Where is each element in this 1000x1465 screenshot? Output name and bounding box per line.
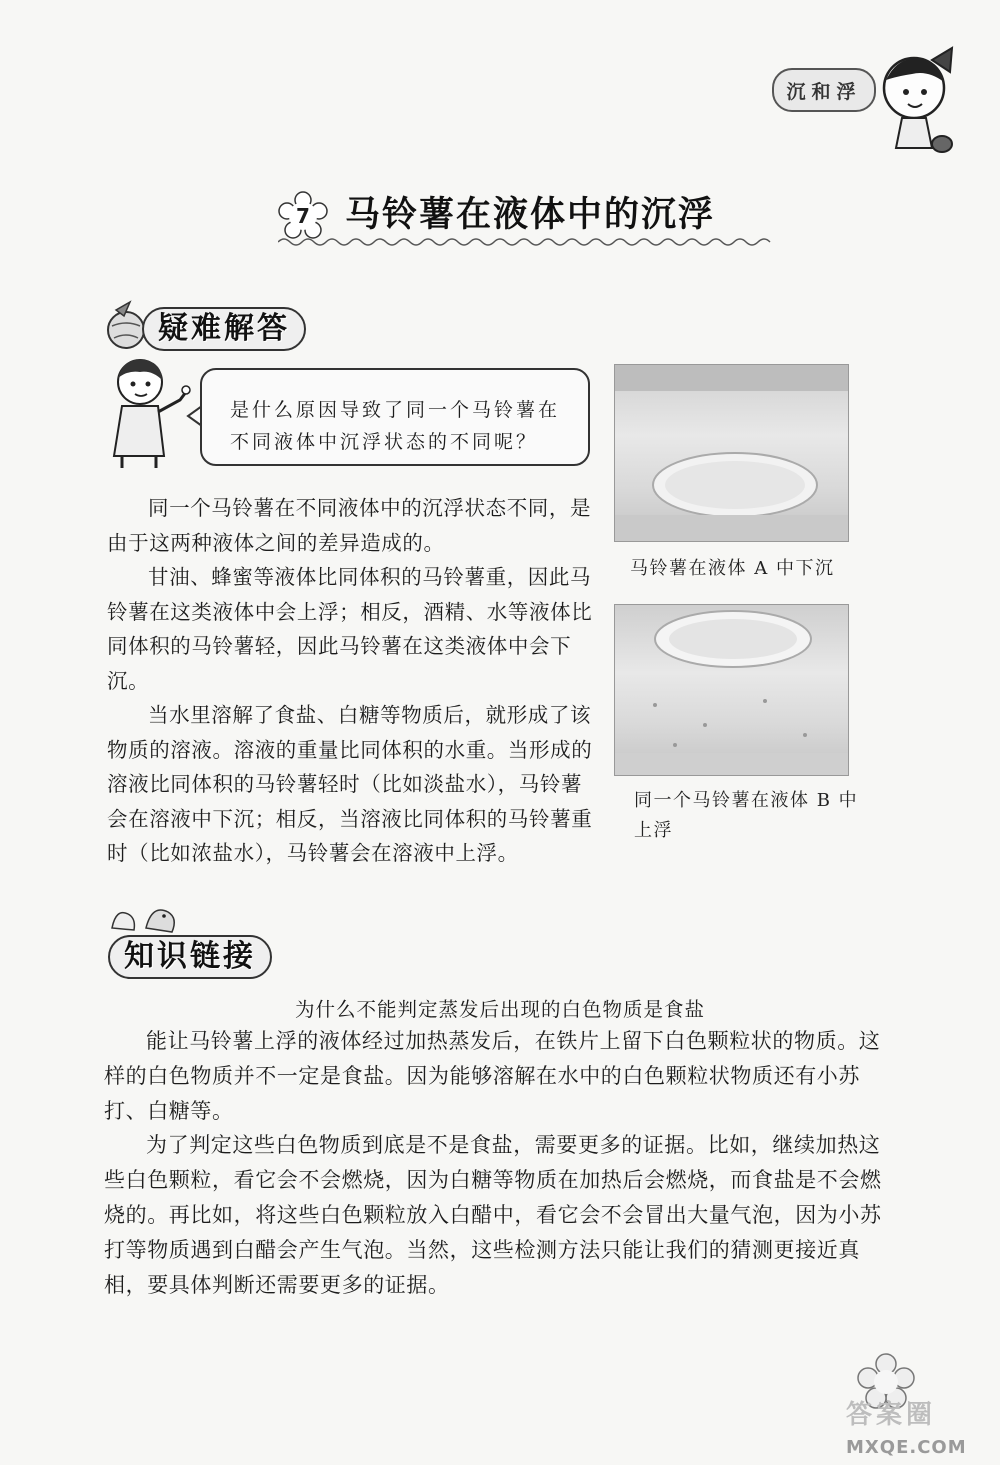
link-subtitle: 为什么不能判定蒸发后出现的白色物质是食盐: [294, 998, 705, 1021]
photo-potato-floating: [614, 604, 849, 776]
answer-paragraph-1: 同一个马铃薯在不同液体中的沉浮状态不同，是由于这两种液体之间的差异造成的。: [107, 496, 592, 555]
answer-text: [107, 491, 599, 871]
watermark-top: 答案圈: [846, 1400, 937, 1430]
section-heading-qa: [108, 306, 306, 352]
section-heading-link: [108, 934, 272, 980]
chapter-title: 马铃薯在液体中的沉浮: [345, 195, 716, 235]
chapter-badge: 沉和浮: [772, 68, 876, 112]
potato-floating-image: [615, 605, 848, 775]
link-paragraph-1: 能让马铃薯上浮的液体经过加热蒸发后，在铁片上留下白色颗粒状的物质。这样的白色物质并不一定是食盐。因为能够溶解在水中的白色颗粒状物质还有小苏打、白糖等。: [104, 1029, 881, 1123]
birds-icon: [106, 898, 186, 938]
potato-sinking-image: [615, 365, 848, 541]
question-bubble: [200, 368, 590, 466]
question-line-1: 是什么原因导致了同一个马铃薯在: [230, 399, 561, 421]
section-heading-link-label: 知识链接: [108, 935, 272, 979]
photo-potato-sinking: [614, 364, 849, 542]
mascot-girl-icon: [872, 40, 962, 160]
answer-paragraph-2: 甘油、蜂蜜等液体比同体积的马铃薯重，因此马铃薯在这类液体中会上浮；相反，酒精、水等液体比同体积的马铃薯轻，因此马铃薯在这类液体中会下沉。: [107, 565, 593, 693]
question-line-2: 不同液体中沉浮状态的不同呢？: [230, 431, 539, 453]
caption-a: 马铃薯在液体 A 中下沉: [630, 558, 835, 579]
link-text: [104, 1024, 896, 1302]
section-heading-qa-label: 疑难解答: [142, 307, 306, 351]
boy-character-icon: [100, 352, 192, 472]
caption-b: 同一个马铃薯在液体 B 中上浮: [634, 790, 859, 841]
chapter-number: 7: [296, 204, 310, 228]
watermark: [846, 1394, 996, 1464]
title-underline-wave: [278, 234, 778, 250]
link-paragraph-2: 为了判定这些白色物质到底是不是食盐，需要更多的证据。比如，继续加热这些白色颗粒，看它会不会燃烧，因为白糖等物质在加热后会燃烧，而食盐是不会燃烧的。再比如，将这些白色颗粒放入白醋中，看它会不会冒出大量气泡，因为小苏打等物质遇到白醋会产生气泡。当然，这些检测方法只能让我们的猜测更接近真相，要具体判断还需要更多的证据。: [104, 1133, 882, 1297]
watermark-bottom: MXQE.COM: [846, 1437, 967, 1458]
answer-paragraph-3: 当水里溶解了食盐、白糖等物质后，就形成了该物质的溶液。溶液的重量比同体积的水重。当形成的溶液比同体积的马铃薯轻时（比如淡盐水），马铃薯会在溶液中下沉；相反，当溶液比同体积的马铃薯重时（比如浓盐水），马铃薯会在溶液中上浮。: [107, 703, 593, 865]
